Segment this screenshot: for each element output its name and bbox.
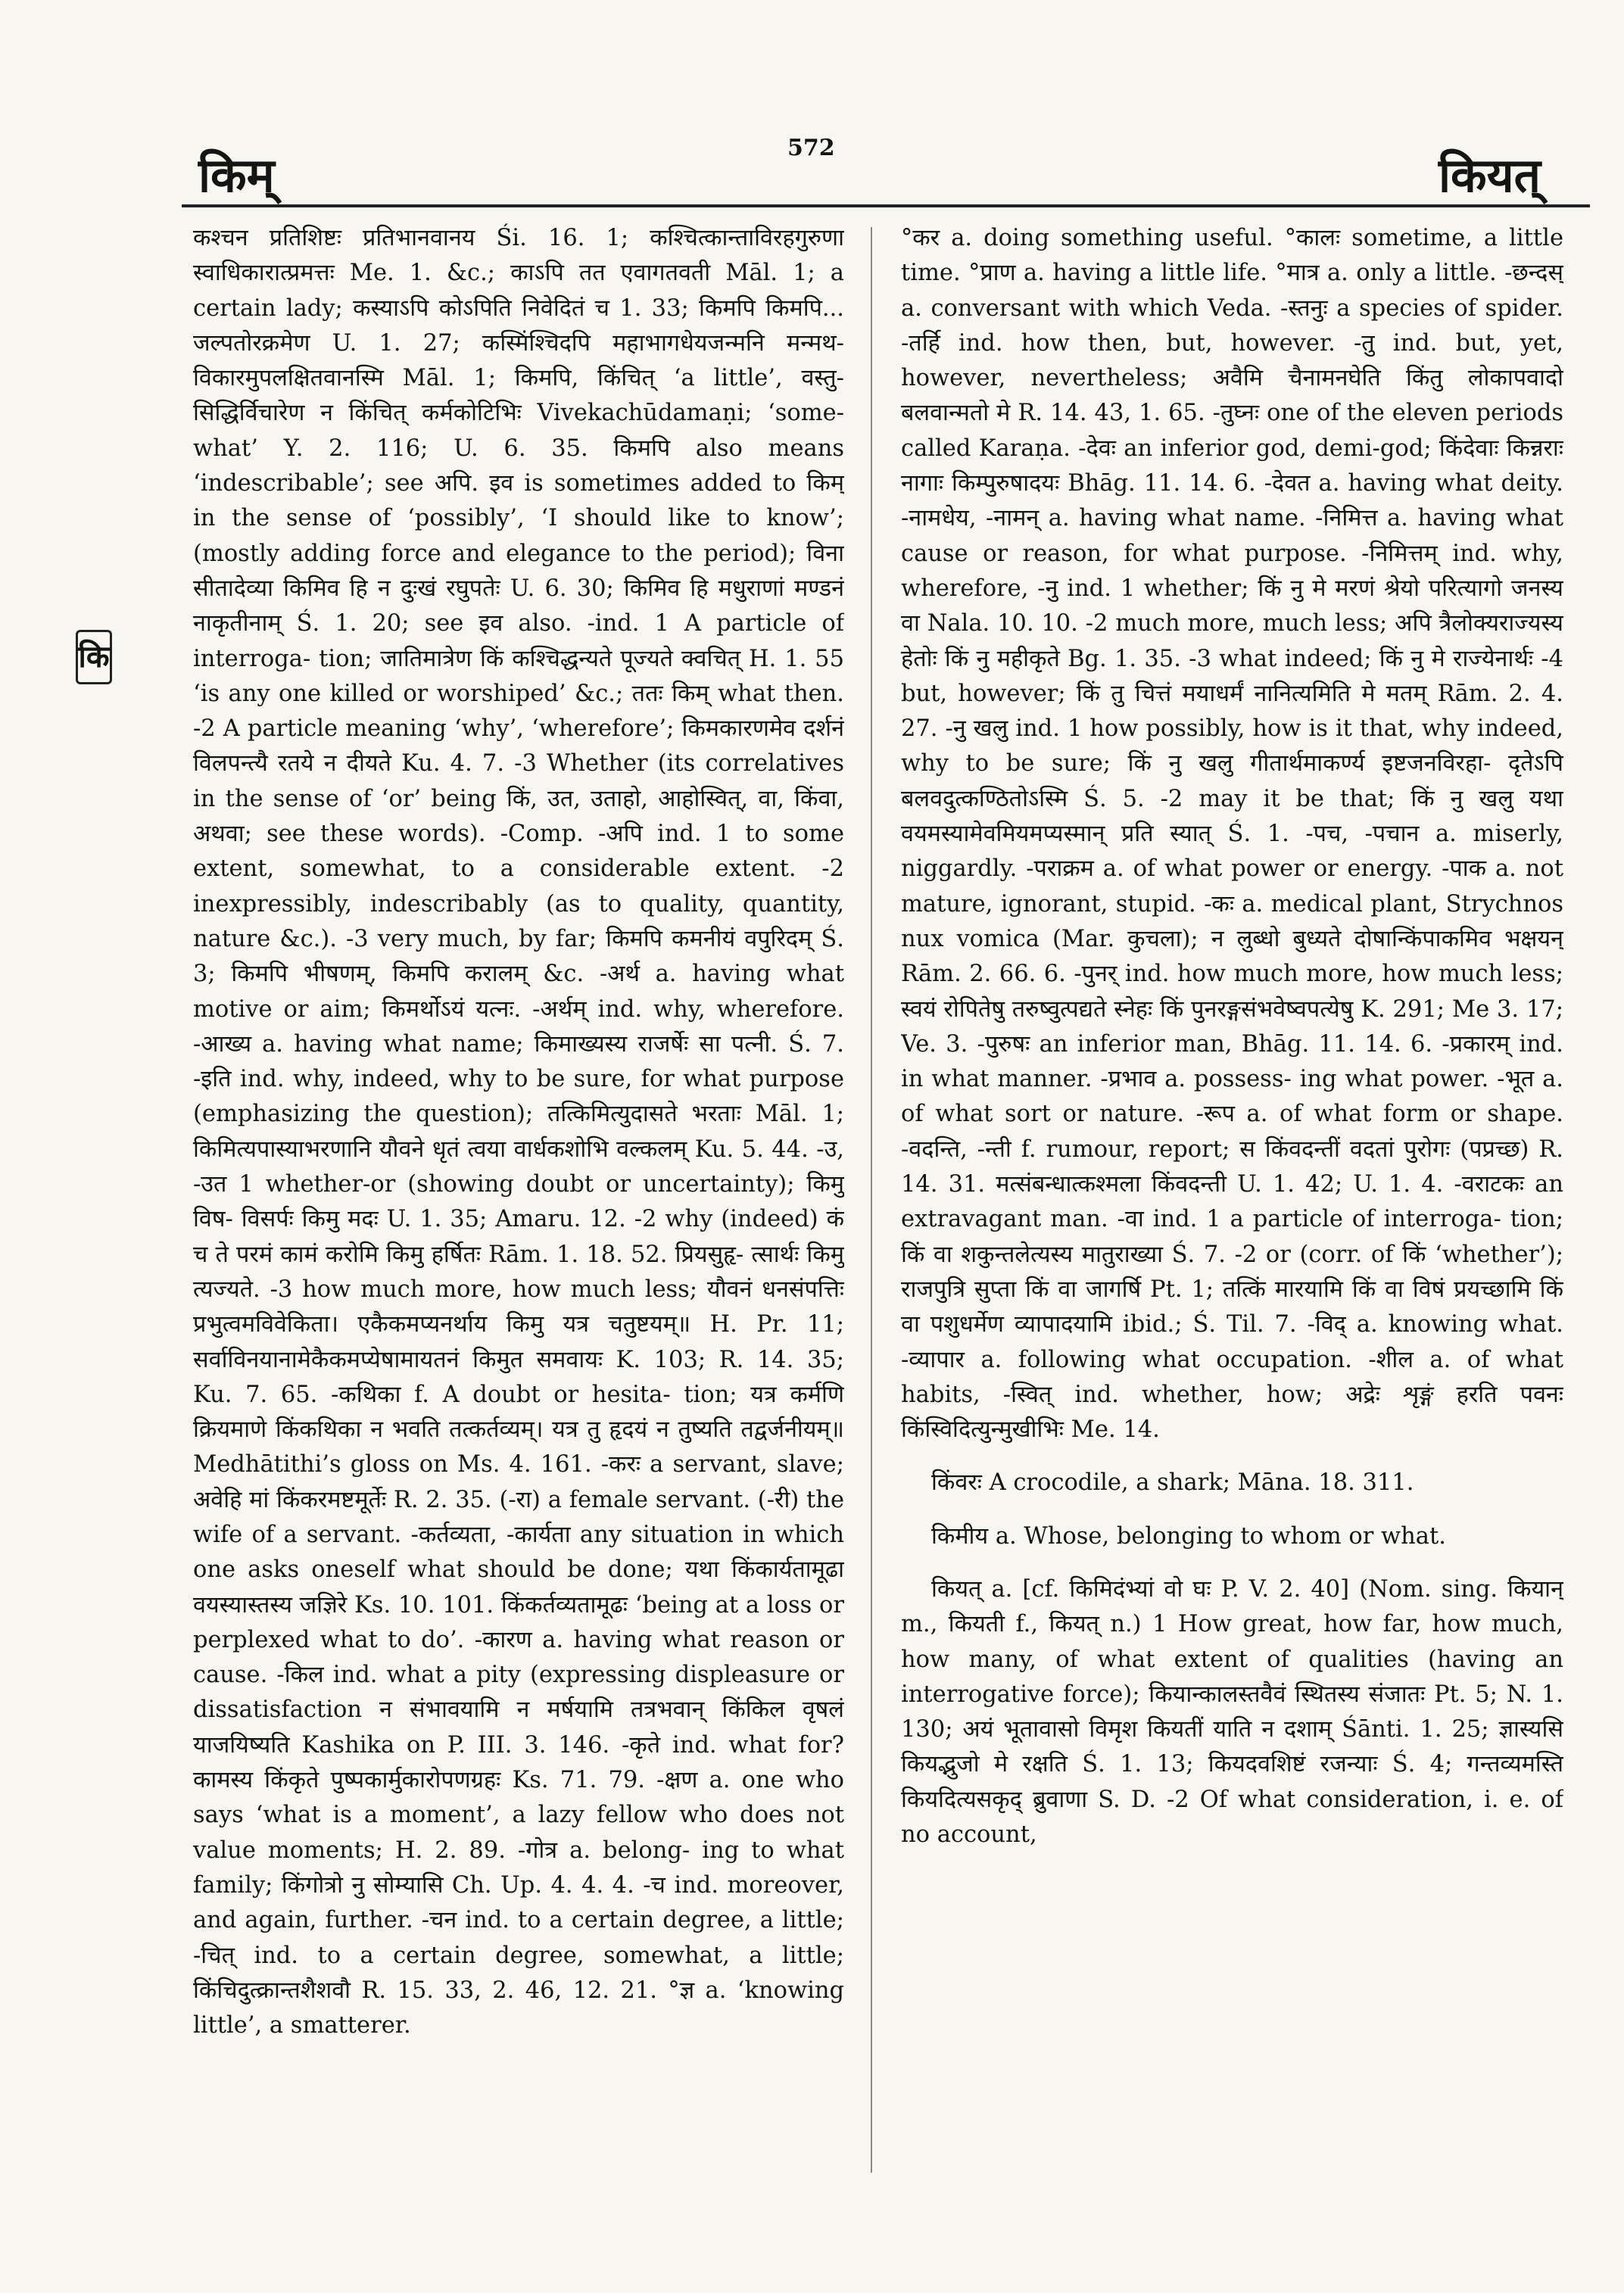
left-column xyxy=(193,221,844,2204)
entry-kimiya: किमीय a. Whose, belonging to whom or what. xyxy=(931,1522,1446,1550)
entry-kimvara: किंवरः A crocodile, a shark; Māna. 18. 311. xyxy=(931,1469,1414,1497)
left-guide-word: किम् xyxy=(198,148,275,203)
column-divider xyxy=(871,227,872,2173)
page-number: 572 xyxy=(787,135,835,161)
thumb-index-mark: कि xyxy=(76,630,112,684)
header-rule xyxy=(182,204,1590,207)
left-column-text: कश्चन प्रतिशिष्टः प्रतिभानवानय Śi. 16. 1; कश्चित्कान्ताविरहगुरुणा स्वाधिकारात्प्रमत्तः Me. 1. &c.; काऽपि तत एवागतवती Māl. 1; a certain lady; कस्याऽपि कोऽपिति निवेदितं च 1. 33; किमपि किमपि... जल्पतोरक्रमेण U. 1. 27; कस्मिंश्चिदपि महाभागधेयजन्मनि मन्मथ- विकारमुपलक्षितवानस्मि Māl. 1; किमपि, किंचित् ‘a little’, वस्तु- सिद्धिर्विचारेण न किंचित् कर्मकोटिभिः Vivekachūdamaṇi; ‘some- what’ Y. 2. 116; U. 6. 35. किमपि also means ‘indescribable’; see अपि. इव is sometimes added to किम् in the sense of ‘possibly’, ‘I should like to know’; (mostly adding force and elegance to the period); विना सीतादेव्या किमिव हि न दुःखं रघुपतेः U. 6. 30; किमिव हि मधुराणां मण्डनं नाकृतीनाम् Ś. 1. 20; see इव also. -ind. 1 A particle of interroga- tion; जातिमात्रेण किं कश्चिद्धन्यते पूज्यते क्वचित् H. 1. 55 ‘is any one killed or worshiped’ &c.; ततः किम् what then. -2 A particle meaning ‘why’, ‘wherefore’; किमकारणमेव दर्शनं विलपन्त्यै रतये न दीयते Ku. 4. 7. -3 Whether (its correlatives in the sense of ‘or’ being किं, उत, उताहो, आहोस्वित्, वा, किंवा, अथवा; see these words). -Comp. -अपि ind. 1 to some extent, somewhat, to a considerable extent. -2 inexpressibly, indescribably (as to quality, quantity, nature &c.). -3 very much, by far; किमपि कमनीयं वपुरिदम् Ś. 3; किमपि भीषणम्, किमपि करालम् &c. -अर्थ a. having what motive or aim; किमर्थोऽयं यत्नः. -अर्थम् ind. why, wherefore. -आख्य a. having what name; किमाख्यस्य राजर्षेः सा पत्नी. Ś. 7. -इति ind. why, indeed, why to be sure, for what purpose (emphasizing the question); तत्किमित्युदासते भरताः Māl. 1; किमित्यपास्याभरणानि यौवने धृतं त्वया वार्धकशोभि वल्कलम् Ku. 5. 44. -उ, -उत 1 whether-or (showing doubt or uncertainty); किमु विष- विसर्पः किमु मदः U. 1. 35; Amaru. 12. -2 why (indeed) कं च ते परमं कामं करोमि किमु हर्षितः Rām. 1. 18. 52. प्रियसुहृ- त्सार्थः किमु त्यज्यते. -3 how much more, how much less; यौवनं धनसंपत्तिः प्रभुत्वमविवेकिता। एकैकमप्यनर्थाय किमु यत्र चतुष्टयम्॥ H. Pr. 11; सर्वाविनयानामेकैकमप्येषामायतनं किमुत समवायः K. 103; R. 14. 35; Ku. 7. 65. -कथिका f. A doubt or hesita- tion; यत्र कर्मणि क्रियमाणे किंकथिका न भवति तत्कर्तव्यम्। यत्र तु हृदयं न तुष्यति तद्वर्जनीयम्॥ Medhātithi’s gloss on Ms. 4. 161. -करः a servant, slave; अवेहि मां किंकरमष्टमूर्तेः R. 2. 35. (-रा) a female servant. (-री) the wife of a servant. -कर्तव्यता, -कार्यता any situation in which one asks oneself what should be done; यथा किंकार्यतामूढा वयस्यास्तस्य जज्ञिरे Ks. 10. 101. किंकर्तव्यतामूढः ‘being at a loss or perplexed what to do’. -कारण a. having what reason or cause. -किल ind. what a pity (expressing displeasure or dissatisfaction न संभावयामि न मर्षयामि तत्रभवान् किंकिल वृषलं याजयिष्यति Kashika on P. III. 3. 146. -कृते ind. what for? कामस्य किंकृते पुष्पकार्मुकारोपणग्रहः Ks. 71. 79. -क्षण a. one who says ‘what is a moment’, a lazy fellow who does not value moments; H. 2. 89. -गोत्र a. belong- ing to what family; किंगोत्रो नु सोम्यासि Ch. Up. 4. 4. 4. -च ind. moreover, and again, further. -चन ind. to a certain degree, a little; -चित् ind. to a certain degree, somewhat, a little; किंचिदुत्क्रान्तशैशवौ R. 15. 33, 2. 46, 12. 21. °ज्ञ a. ‘knowing little’, a smatterer. xyxy=(193,225,844,2039)
page-header xyxy=(0,129,1624,204)
right-column-continuation: °कर a. doing something useful. °कालः sometime, a little time. °प्राण a. having a little life. °मात्र a. only a little. -छन्दस् a. conversant with which Veda. -स्तनुः a species of spider. -तर्हि ind. how then, but, however. -तु ind. but, yet, however, nevertheless; अवैमि चैनामनघेति किंतु लोकापवादो बलवान्मतो मे R. 14. 43, 1. 65. -तुघ्नः one of the eleven periods called Karaṇa. -देवः an inferior god, demi-god; किंदेवाः किन्नराः नागाः किम्पुरुषादयः Bhāg. 11. 14. 6. -देवत a. having what deity. -नामधेय, -नामन् a. having what name. -निमित्त a. having what cause or reason, for what purpose. -निमित्तम् ind. why, wherefore, -नु ind. 1 whether; किं नु मे मरणं श्रेयो परित्यागो जनस्य वा Nala. 10. 10. -2 much more, much less; अपि त्रैलोक्यराज्यस्य हेतोः किं नु महीकृते Bg. 1. 35. -3 what indeed; किं नु मे राज्येनार्थः -4 but, however; किं तु चित्तं मयाधर्मं नानित्यमिति मे मतम् Rām. 2. 4. 27. -नु खलु ind. 1 how possibly, how is it that, why indeed, why to be sure; किं नु खलु गीतार्थमाकर्ण्य इष्टजनविरहा- दृतेऽपि बलवदुत्कण्ठितोऽस्मि Ś. 5. -2 may it be that; किं नु खलु यथा वयमस्यामेवमियमप्यस्मान् प्रति स्यात् Ś. 1. -पच, -पचान a. miserly, niggardly. -पराक्रम a. of what power or energy. -पाक a. not mature, ignorant, stupid. -कः a. medical plant, Strychnos nux vomica (Mar. कुचला); न लुब्धो बुध्यते दोषान्किंपाकमिव भक्षयन् Rām. 2. 66. 6. -पुनर् ind. how much more, how much less; स्वयं रोपितेषु तरुष्वुत्पद्यते स्नेहः किं पुनरङ्गसंभवेष्वपत्येषु K. 291; Me 3. 17; Ve. 3. -पुरुषः an inferior man, Bhāg. 11. 14. 6. -प्रकारम् ind. in what manner. -प्रभाव a. possess- ing what power. -भूत a. of what sort or nature. -रूप a. of what form or shape. -वदन्ति, -न्ती f. rumour, report; स किंवदन्तीं वदतां पुरोगः (पप्रच्छ) R. 14. 31. मत्संबन्धात्कश्मला किंवदन्ती U. 1. 42; U. 1. 4. -वराटकः an extravagant man. -वा ind. 1 a particle of interroga- tion; किं वा शकुन्तलेत्यस्य मातुराख्या Ś. 7. -2 or (corr. of किं ‘whether’); राजपुत्रि सुप्ता किं वा जागर्षि Pt. 1; तत्किं मारयामि किं वा विषं प्रयच्छामि किं वा पशुधर्मेण व्यापादयामि ibid.; Ś. Til. 7. -विद् a. knowing what. -व्यापार a. following what occupation. -शील a. of what habits, -स्वित् ind. whether, how; अद्रेः शृङ्गं हरति पवनः किंस्विदित्युन्मुखीभिः Me. 14. xyxy=(901,225,1563,1444)
right-column xyxy=(901,221,1563,2204)
right-guide-word: कियत् xyxy=(1439,148,1541,203)
entry-kiyat: कियत् a. [cf. किमिदंभ्यां वो घः P. V. 2. 40] (Nom. sing. कियान् m., कियती f., कियत् n.) 1 How great, how far, how much, how many, of what extent of qualities (having an interrogative force); कियान्कालस्तवैवं स्थितस्य संजातः Pt. 5; N. 1. 130; अयं भूतावासो विमृश कियतीं याति न दशाम् Śānti. 1. 25; ज्ञास्यसि कियद्भुजो मे रक्षति Ś. 1. 13; कियदवशिष्टं रजन्याः Ś. 4; गन्तव्यमस्ति कियदित्यसकृद् ब्रुवाणा S. D. -2 Of what consideration, i. e. of no account, xyxy=(901,1575,1563,1849)
